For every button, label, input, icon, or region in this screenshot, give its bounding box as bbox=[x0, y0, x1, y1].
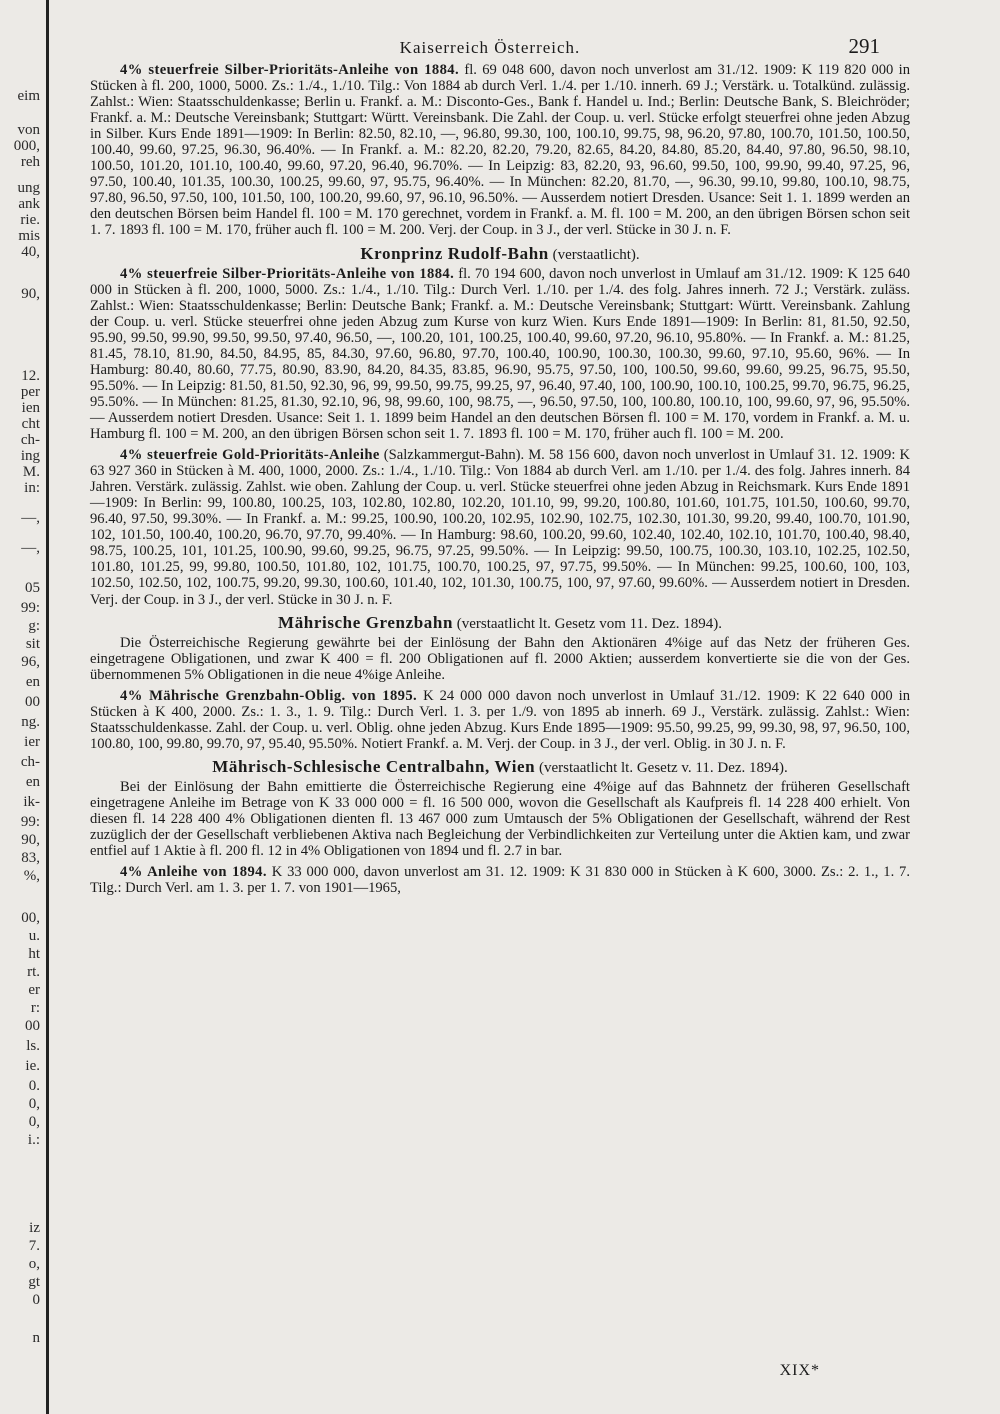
body-text bbox=[90, 62, 910, 896]
margin-fragment: 83, bbox=[21, 850, 40, 866]
gutter-line bbox=[46, 0, 49, 1414]
margin-fragment: 05 bbox=[25, 580, 40, 596]
margin-fragment: 40, bbox=[21, 244, 40, 260]
margin-fragment: 99: bbox=[20, 600, 40, 616]
margin-fragment: 12. bbox=[21, 368, 40, 384]
entry-paragraph bbox=[90, 635, 910, 683]
margin-fragment: reh bbox=[20, 154, 40, 170]
section-heading bbox=[90, 756, 910, 776]
margin-fragment: 90, bbox=[21, 832, 40, 848]
bond-title: 4% steuerfreie Silber-Prioritäts-Anleihe von 1884. bbox=[120, 62, 460, 78]
previous-page-margin bbox=[0, 70, 42, 1370]
section-note: (verstaatlicht lt. Gesetz v. 11. Dez. 1894). bbox=[538, 759, 788, 776]
margin-fragment: cht bbox=[21, 416, 40, 432]
section-heading bbox=[90, 612, 910, 632]
margin-fragment: 7. bbox=[28, 1238, 40, 1254]
margin-fragment: 0, bbox=[28, 1114, 40, 1130]
margin-fragment: 000, bbox=[13, 138, 40, 154]
margin-fragment: 90, bbox=[21, 286, 40, 302]
margin-fragment: M. bbox=[22, 464, 40, 480]
margin-fragment: %, bbox=[23, 868, 40, 884]
entry-paragraph bbox=[90, 864, 910, 896]
margin-fragment: rt. bbox=[27, 964, 40, 980]
margin-fragment: 99: bbox=[20, 814, 40, 830]
bond-title: 4% Anleihe von 1894. bbox=[120, 864, 267, 881]
margin-fragment: —, bbox=[21, 510, 40, 526]
margin-fragment: g: bbox=[28, 618, 40, 634]
margin-fragment: n bbox=[32, 1330, 40, 1346]
section-note: (verstaatlicht). bbox=[552, 246, 640, 263]
margin-fragment: ien bbox=[21, 400, 40, 416]
margin-fragment: ier bbox=[24, 734, 40, 750]
entry-paragraph bbox=[90, 62, 910, 239]
margin-fragment: 00, bbox=[21, 910, 40, 926]
entry-paragraph bbox=[90, 266, 910, 443]
page-number: 291 bbox=[848, 34, 880, 58]
entry-paragraph bbox=[90, 779, 910, 859]
margin-fragment: en bbox=[25, 774, 40, 790]
margin-fragment: ik- bbox=[23, 794, 40, 810]
margin-fragment: von bbox=[17, 122, 40, 138]
section-note: (verstaatlicht lt. Gesetz vom 11. Dez. 1894). bbox=[456, 615, 722, 632]
margin-fragment: gt bbox=[28, 1274, 40, 1290]
section-title: Mährisch-Schlesische Centralbahn, Wien bbox=[212, 756, 536, 776]
section-heading bbox=[90, 243, 910, 263]
margin-fragment: mis bbox=[18, 228, 40, 244]
margin-fragment: per bbox=[20, 384, 40, 400]
margin-fragment: en bbox=[25, 674, 40, 690]
section-title: Mährische Grenzbahn bbox=[278, 612, 453, 632]
bond-title: 4% steuerfreie Silber-Prioritäts-Anleihe von 1884. bbox=[120, 265, 455, 282]
entry-text: (Salzkammergut-Bahn). M. 58 156 600, davon noch unverlost in Umlauf 31. 12. 1909: K 63 927 360 in Stücken à M. 400, 1000, 2000. Zs.: 1./4., 1./10. Tilg.: Von 1884 ab durch Verl. am 1./10. per 1./4. des folg. Jahres innerh. 84 Jahren. Verstärk. zulässig. Zahlst. wie oben. Zahlung der Coup. u. verl. Stücke steuerfrei ohne jeden Abzug in Reichsmark. Kurs Ende 1891—1909: In Berlin: 99, 100.80, 100.25, 103, 102.80, 102.80, 102.20, 101.10, 99, 99.20, 100.80, 101.60, 101.75, 101.50, 100.60, 99.70, 96.40, 97.50, 99.30%. — In Frankf. a. M.: 99.25, 100.90, 100.20, 102.95, 102.90, 102.75, 102.30, 101.30, 99.20, 99.40, 100.70, 101.90, 102, 101.50, 100.40, 100.20, 96.70, 97.70, 99.40%. — In Hamburg: 98.60, 100.20, 99.60, 102.40, 102.40, 102.10, 101.70, 100.40, 98.40, 98.75, 100.25, 101, 101.25, 100.90, 99.60, 99.25, 96.75, 97.25, 99.50%. — In Leipzig: 99.50, 100.75, 100.30, 103.10, 102.25, 102.50, 101.80, 101.25, 99, 99.80, 100.50, 101.80, 102, 101.75, 100.70, 100.25, 97, 97.75, 99.50%. — In München: 99.25, 100.60, 100, 103, 102.50, 102.50, 102, 100.75, 99.20, 99.30, 100.60, 101.40, 102, 101.30, 100.75, 100, 97, 97.60, 99.60%. — Ausserdem notiert in Dresden. Verj. der Coup. in 3 J., der verl. Stücke in 30 J. n. F. bbox=[90, 447, 911, 608]
margin-fragment: in: bbox=[24, 480, 40, 496]
entry-text: Bei der Einlösung der Bahn emittierte die Österreichische Regierung eine 4%ige auf das Bahnnetz der früheren Gesellschaft eingetragene Anleihe im Betrage von K 33 000 000 = fl. 16 500 000, wovon die Gesellschaft als Kaufpreis fl. 14 228 400 erhielt. Von diesen fl. 14 228 400 4% Obligationen dienten fl. 13 467 000 zum Umtausch der 5% Obligationen der Gesellschaft, während der Rest zuzüglich der der Gesellschaft verbliebenen Aktiva nach Begleichung der Verbindlichkeiten zur Verteilung unter die Aktien kam, und zwar entfiel auf 1 Aktie à fl. 200 fl. 12 in 4% Obligationen von 1894 und fl. 2.7 in bar. bbox=[90, 778, 910, 860]
margin-fragment: 00 bbox=[25, 1018, 40, 1034]
entry-text: K 33 000 000, davon unverlost am 31. 12. 1909: K 31 830 000 in Stücken à K 600, 3000. Zs.: 2. 1., 1. 7. Tilg.: Durch Verl. am 1. 3. per 1. 7. von 1901—1965, bbox=[90, 864, 910, 897]
margin-fragment: —, bbox=[21, 540, 40, 556]
entry-paragraph bbox=[90, 447, 910, 607]
margin-fragment: ank bbox=[18, 196, 40, 212]
entry-text: K 24 000 000 davon noch unverlost in Umlauf 31./12. 1909: K 22 640 000 in Stücken à K 400, 2000. Zs.: 1. 3., 1. 9. Tilg.: Durch Verl. 1. 3. per 1./9. von 1895 ab innerh. 69 J., Verstärk. zulässig. Zahlst.: Wien: Staatsschuldenkasse. Zahl. der Coup. u. verl. Oblig. ohne jeden Abzug. Kurs Ende 1895—1909: 95.50, 99.25, 99, 99.30, 98, 97, 96.50, 100, 100.80, 100, 99.80, 99.70, 97, 95.40, 95.50%. Notiert Frankf. a. M. Verj. der Coup. in 3 J., der verl. Oblig. in 30 J. n. F. bbox=[90, 687, 910, 752]
printer-signature-mark: XIX* bbox=[779, 1362, 820, 1379]
entry-text: fl. 70 194 600, davon noch unverlost in Umlauf am 31./12. 1909: K 125 640 000 in Stücken à fl. 200, 1000, 5000. Zs.: 1./4., 1./10. Tilg.: Durch Verl. 1./10. per 1./4. des folg. Jahres innerh. 72 J.; Verstärk. zuläss. Zahlst.: Wien: Staatsschuldenkasse; Berlin: Deutsche Bank; Frankf. a. M.: Deutsche Vereinsbank; Stuttgart: Württ. Vereinsbank. Zahlung der Coup. u. verl. Stücke steuerfrei ohne jeden Abzug zum Kurse von kurz Wien. Kurs Ende 1891—1909: In Berlin: 81, 81.50, 92.50, 95.90, 99.50, 99.90, 99.50, 99.50, 97.40, 96.50, —, 100.20, 101, 100.25, 100.40, 99.60, 97.20, 96.10, 95.80%. — In Frankf. a. M.: 81.25, 81.45, 78.10, 81.90, 84.50, 84.95, 85, 84.30, 97.60, 96.80, 97.70, 100.40, 100.90, 100.30, 100.30, 99.60, 97.10, 95.60, 96%. — In Hamburg: 80.40, 80.60, 77.75, 80.90, 83.90, 84.20, 84.35, 83.85, 96.90, 95.75, 97.50, 100, 100.50, 99.60, 99.60, 99.25, 96.75, 95.50, 95.50%. — In Leipzig: 81.50, 81.50, 92.30, 96, 99, 99.50, 99.75, 99.25, 97, 96.40, 97.40, 100, 100.90, 100.10, 100.25, 99.70, 96.75, 96.25, 95.50%. — In München: 81.25, 81.30, 92.10, 96, 98, 99.60, 100, 98.75, —, 96.50, 97.50, 100, 100.80, 100.10, 100, 99.60, 97, 96, 95.50%. — Ausserdem notiert Dresden. Usance: Seit 1. 1. 1899 beim Handel an den deutschen Börsen fl. 100 = M. 170, vordem in Frankf. a. M. u. Hamburg fl. 100 = M. 200, an den übrigen Börsen schon seit 1. 7. 1893 fl. 100 = M. 170, früher auch fl. 100 = M. 200. bbox=[90, 265, 911, 443]
margin-fragment: ch- bbox=[20, 432, 40, 448]
margin-fragment: eim bbox=[17, 88, 40, 104]
bond-title: 4% Mährische Grenzbahn-Oblig. von 1895. bbox=[120, 687, 418, 704]
margin-fragment: ht bbox=[28, 946, 40, 962]
margin-fragment: ie. bbox=[25, 1058, 40, 1074]
margin-fragment: iz bbox=[29, 1220, 40, 1236]
margin-fragment: ung bbox=[17, 180, 40, 196]
section-title: Kronprinz Rudolf-Bahn bbox=[360, 243, 549, 263]
margin-fragment: 0. bbox=[28, 1078, 40, 1094]
entry-text: Die Österreichische Regierung gewährte bei der Einlösung der Bahn den Aktionären 4%ige auf das Netz der früheren Ges. eingetragene Obligationen, und zwar K 400 = fl. 200 Obligationen auf fl. 2000 Aktien; ausserdem konvertierte sie die von der Ges. übernommenen 5% Obligationen in die neue 4%ige Anleihe. bbox=[90, 634, 910, 683]
entry-paragraph bbox=[90, 688, 910, 752]
margin-fragment: ls. bbox=[26, 1038, 40, 1054]
margin-fragment: 96, bbox=[21, 654, 40, 670]
header-title: Kaiserreich Österreich. bbox=[399, 38, 581, 57]
margin-fragment: 00 bbox=[25, 694, 40, 710]
margin-fragment: o, bbox=[28, 1256, 40, 1272]
margin-fragment: 0 bbox=[32, 1292, 40, 1308]
margin-fragment: ng. bbox=[21, 714, 40, 730]
margin-fragment: 0, bbox=[28, 1096, 40, 1112]
margin-fragment: ch- bbox=[20, 754, 40, 770]
margin-fragment: ing bbox=[20, 448, 40, 464]
bond-title: 4% steuerfreie Gold-Prioritäts-Anleihe bbox=[120, 447, 380, 464]
entry-text: fl. 69 048 600, davon noch unverlost am 31./12. 1909: K 119 820 000 in Stücken à fl. 200, 1000, 5000. Zs.: 1./4., 1./10. Tilg.: Von 1884 ab durch Verl. 1./4. per 1./10. innerh. 69 J.; Verstärk. u. Totalkünd. zulässig. Zahlst.: Wien: Staatsschuldenkasse; Berlin u. Frankf. a. M.: Disconto-Ges., Bank f. Handel u. Ind.; Berlin: Deutsche Bank, S. Bleichröder; Frankf. a. M.: Deutsche Vereinsbank; Stuttgart: Württ. Vereinsbank. Die Zahl. der Coup. u. verl. Stücke erfolgt steuerfrei ohne jeden Abzug in Silber. Kurs Ende 1891—1909: In Berlin: 82.50, 82.10, —, 96.80, 99.30, 100, 100.10, 99.75, 98, 96.20, 97.80, 100.70, 101.50, 100.50, 100.40, 99.60, 97.25, 96.30, 96.40%. — In Frankf. a. M.: 82.20, 82.20, 79.20, 82.65, 84.20, 84.80, 85.20, 84.40, 97.80, 96.50, 98.10, 100.50, 101.20, 101.10, 100.40, 99.60, 97.20, 96.40, 96.70%. — In Leipzig: 83, 82.20, 93, 96.60, 99.50, 100, 99.90, 99.40, 97.25, 96, 97.50, 100.40, 101.35, 100.30, 100.25, 99.60, 97, 95.75, 96.40%. — In München: 82.20, 81.70, —, 96.30, 99.10, 99.80, 100.10, 98.75, 97.80, 96.50, 97.50, 100, 101.50, 100, 100.20, 99.60, 97, 96.10, 96.50%. — Ausserdem notiert Dresden. Usance: Seit 1. 1. 1899 werden an den deutschen Börsen beim Handel fl. 100 = M. 170 gerechnet, vordem in Frankf. a. M. fl. 100 = M. 200, an den übrigen Börsen schon seit 1. 7. 1893 fl. 100 = M. 170, früher auch fl. 100 = M. 200. Verj. der Coup. in 3 J., der verl. Stücke in 30 J. n. F. bbox=[90, 62, 910, 239]
margin-fragment: i.: bbox=[27, 1132, 40, 1148]
running-header bbox=[100, 30, 880, 60]
margin-fragment: u. bbox=[28, 928, 40, 944]
margin-fragment: r: bbox=[30, 1000, 40, 1016]
margin-fragment: er bbox=[28, 982, 40, 998]
margin-fragment: rie. bbox=[20, 212, 40, 228]
margin-fragment: sit bbox=[25, 636, 40, 652]
